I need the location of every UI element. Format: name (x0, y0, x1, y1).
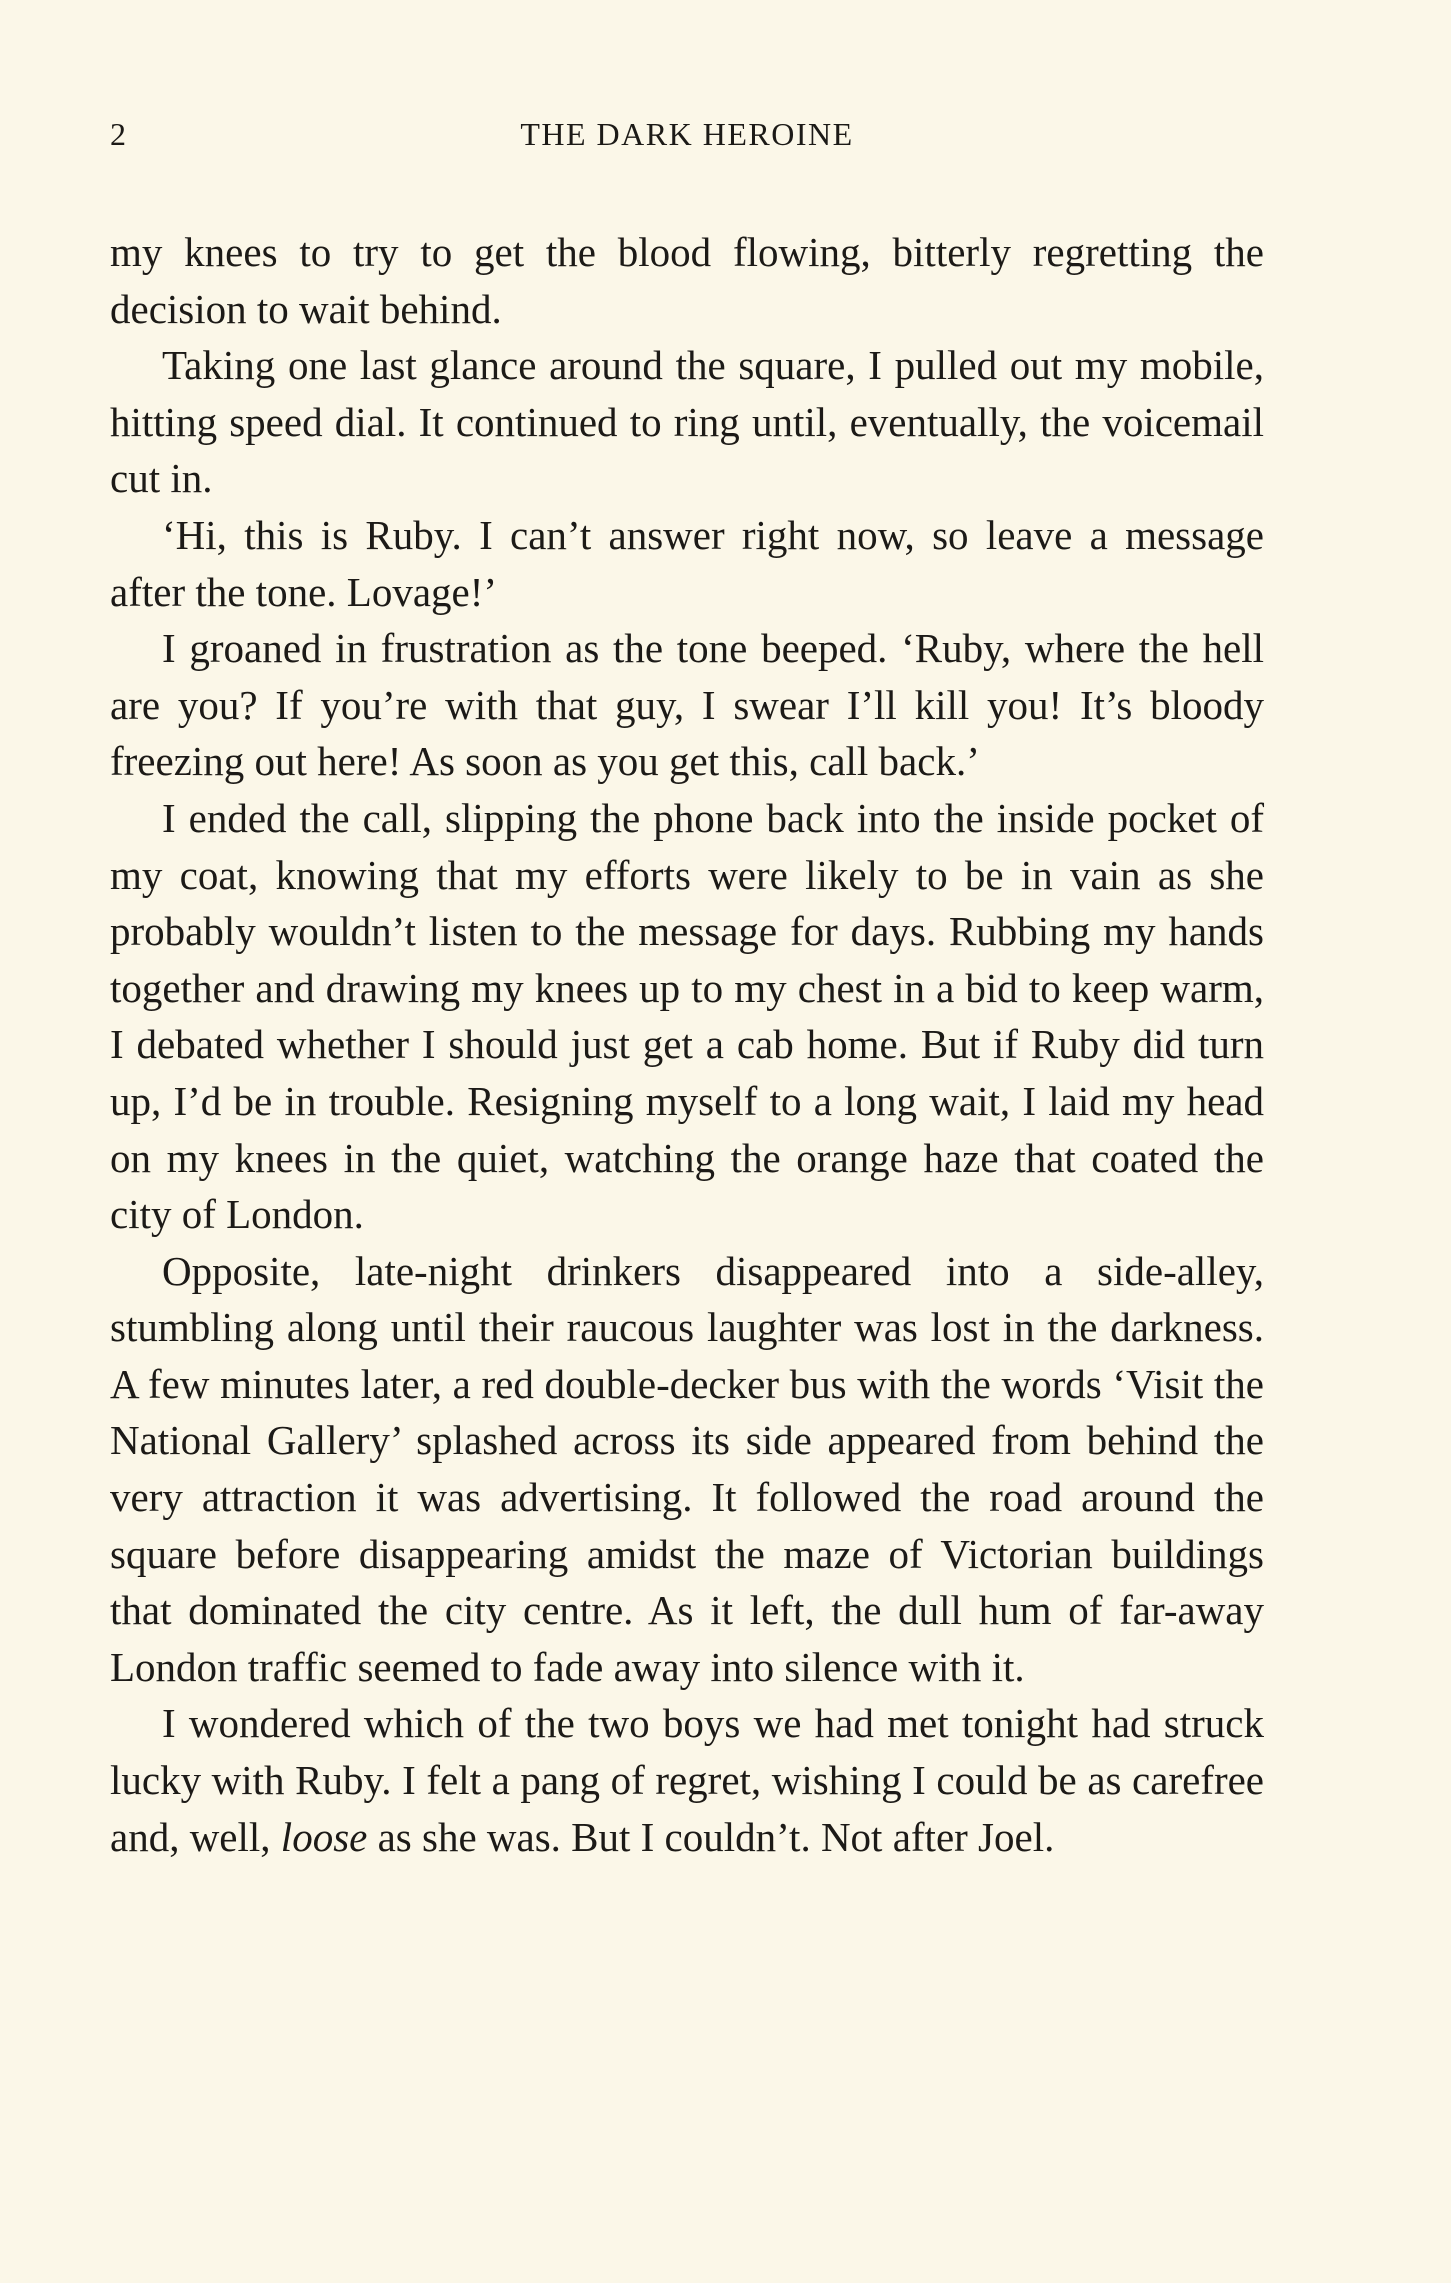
page-number: 2 (110, 116, 127, 152)
running-head (110, 116, 1264, 166)
paragraph: ‘Hi, this is Ruby. I can’t answer right now, so leave a message after the tone. Lovage!’ (110, 511, 1264, 615)
paragraph: Taking one last glance around the square, I pulled out my mobile, hitting speed dial. It continued to ring until, eventually, the voicemail cut in. (110, 342, 1264, 502)
paragraph-text-after: as she was. But I couldn’t. Not after Joel. (367, 1813, 1055, 1860)
paragraph: I ended the call, slipping the phone back into the inside pocket of my coat, knowing that my efforts were likely to be in vain as she probably wouldn’t listen to the message for days. Rubbing my hands together and drawing my knees up to my chest in a bid to keep warm, I debated whether I should just get a cab home. But if Ruby did turn up, I’d be in trouble. Resigning myself to a long wait, I laid my head on my knees in the quiet, watching the orange haze that coated the city of London. (110, 794, 1264, 1238)
paragraph-continuation: my knees to try to get the blood flowing, bitterly regretting the decision to wait behind. (110, 229, 1264, 332)
book-title: THE DARK HEROINE (520, 116, 854, 152)
paragraph-final (110, 1695, 1264, 1865)
paragraph-text-before: I wondered which of the two boys we had met tonight had struck lucky with Ruby. I felt a pang of regret, wishing I could be as carefree and, well, (110, 1700, 1264, 1860)
paragraph: Opposite, late-night drinkers disappeared into a side-alley, stumbling along until their raucous laughter was lost in the darkness. A few minutes later, a red double-decker bus with the words ‘Visit the National Gallery’ splashed across its side appeared from behind the very attraction it was advertising. It followed the road around the square before disappearing amidst the maze of Victorian buildings that dominated the city centre. As it left, the dull hum of far-away London traffic seemed to fade away into silence with it. (110, 1247, 1264, 1690)
emphasis-word: loose (280, 1813, 368, 1860)
body-text (110, 224, 1264, 1865)
paragraph: I groaned in frustration as the tone beeped. ‘Ruby, where the hell are you? If you’re with that guy, I swear I’ll kill you! It’s bloody freezing out here! As soon as you get this, call back.’ (110, 625, 1264, 785)
